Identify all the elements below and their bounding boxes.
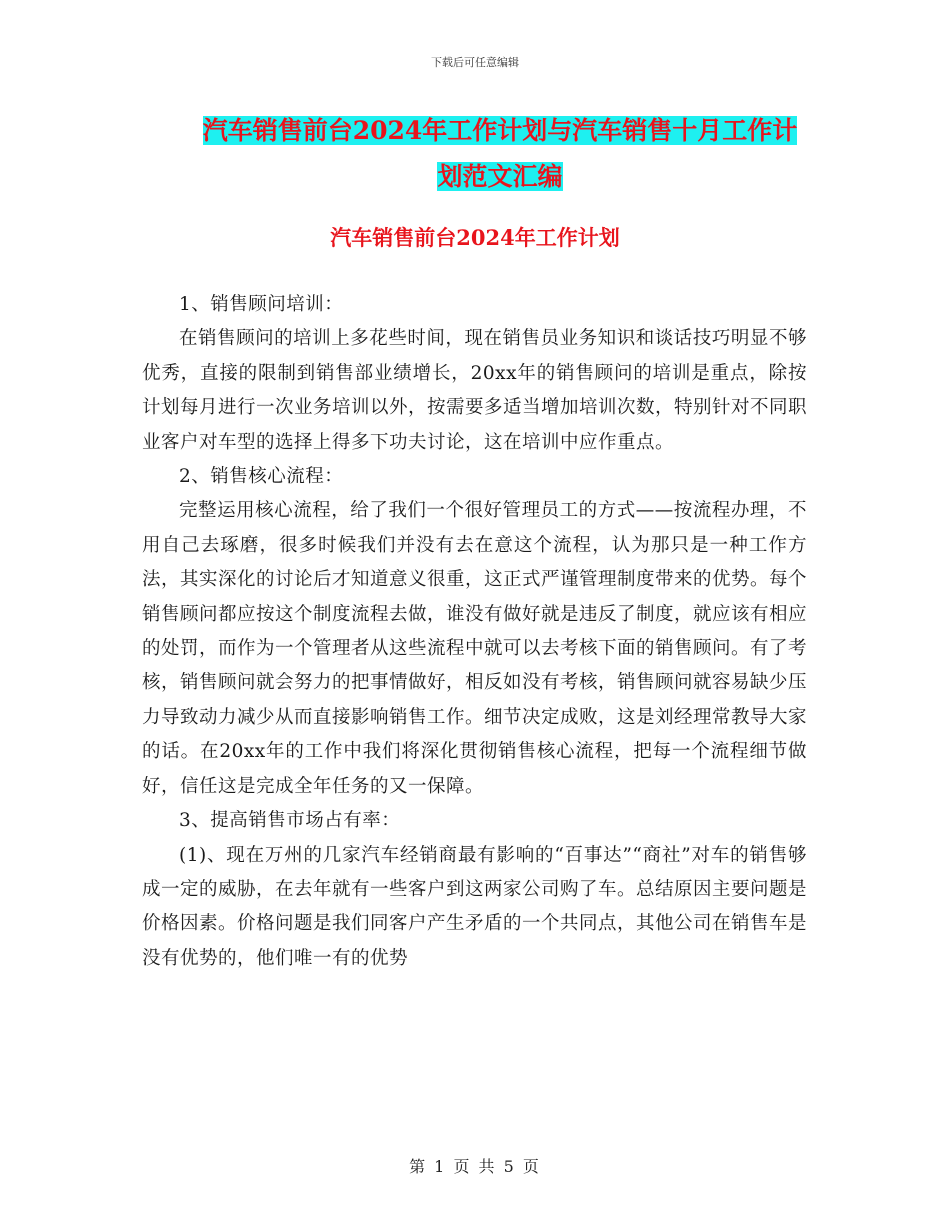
paragraph-training: 在销售顾问的培训上多花些时间，现在销售员业务知识和谈话技巧明显不够优秀，直接的限制到销售部业绩增长，20xx年的销售顾问的培训是重点，除按计划每月进行一次业务培训以外，按需要多适当增加培训次数，特别针对不同职业客户对车型的选择上得多下功夫讨论，这在培训中应作重点。 [142,328,808,453]
paragraph-heading-training: 1、销售顾问培训： [179,294,344,315]
header-note: 下载后可任意编辑 [431,56,519,69]
section-title: 汽车销售前台2024年工作计划 [330,225,620,250]
paragraph-heading-market-share: 3、提高销售市场占有率： [179,810,401,832]
body-text [142,288,807,976]
paragraph-heading-core-process: 2、销售核心流程： [179,466,344,488]
document-title [140,108,860,200]
paragraph-core-process: 完整运用核心流程，给了我们一个很好管理员工的方式——按流程办理，不用自己去琢磨，很多时候我们并没有去在意这个流程，认为那只是一种工作方法，其实深化的讨论后才知道意义很重，这正式严谨管理制度带来的优势。每个销售顾问都应按这个制度流程去做，谁没有做好就是违反了制度，就应该有相应的处罚，而作为一个管理者从这些流程中就可以去考核下面的销售顾问。有了考核，销售顾问就会努力的把事情做好，相反如没有考核，销售顾问就容易缺少压力导致动力减少从而直接影响销售工作。细节决定成败，这是刘经理常教导大家的话。在20xx年的工作中我们将深化贯彻销售核心流程，把每一个流程细节做好，信任这是完成全年任务的又一保障。 [142,500,808,797]
document-title-line-1: 汽车销售前台2024年工作计划与汽车销售十月工作计 [202,116,798,145]
page-indicator: 第 1 页 共 5 页 [409,1157,541,1176]
paragraph-market-share: (1)、现在万州的几家汽车经销商最有影响的“百事达”“商社”对车的销售够成一定的威胁，在去年就有一些客户到这两家公司购了车。总结原因主要问题是价格因素。价格问题是我们同客户产生矛盾的一个共同点，其他公司在销售车是没有优势的，他们唯一有的优势 [142,844,808,969]
document-title-line-2: 划范文汇编 [437,162,563,191]
